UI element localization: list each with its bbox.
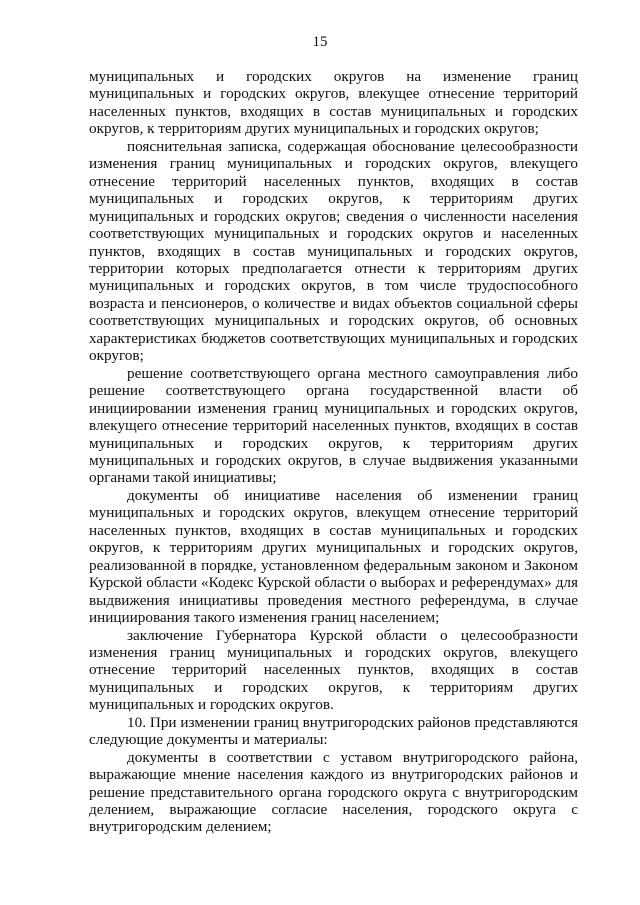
paragraph-continuation: муниципальных и городских округов на изменение границ муниципальных и городских округов, влекущее отнесение территорий населенных пунктов, входящих в состав муниципальных и городских округов, к территориям других муниципальных и городских округов; [89,68,578,138]
paragraph-district-documents: документы в соответствии с уставом внутригородского района, выражающие мнение населения каждого из внутригородских районов и решение представительного органа городского округа с внутригородским делением, выражающие согласие населения, городского округа с внутригородским делением; [89,748,578,836]
page-number: 15 [312,34,328,50]
paragraph-explanatory-note: пояснительная записка, содержащая обоснование целесообразности изменения границ муниципальных и городских округов, влекущего отнесение территорий населенных пунктов, входящих в состав муниципальных и городских округов, к территориям других муниципальных и городских округов; сведения о численности населения соответствующих муниципальных и городских округов и населенных пунктов, входящих в состав муниципальных и городских округов, территории которых предполагается отнести к территориям других муниципальных и городских округов, в том числе трудоспособного возраста и пенсионеров, о количестве и видах объектов социальной сферы соответствующих муниципальных и городских округов, об основных характеристиках бюджетов соответствующих муниципальных и городских округов; [89,137,578,365]
paragraph-governor-conclusion: заключение Губернатора Курской области о целесообразности изменения границ муниципальных и городских округов, влекущего отнесение территорий населенных пунктов, входящих в состав муниципальных и городских округов, к территориям других муниципальных и городских округов. [89,626,578,714]
paragraph-population-initiative: документы об инициативе населения об изменении границ муниципальных и городских округов, влекущем отнесение территорий населенных пунктов, входящих в состав муниципальных и городских округов, к территориям других муниципальных и городских округов, реализованной в порядке, установленном федеральным законом и Законом Курской области «Кодекс Курской области о выборах и референдумах» для выдвижения инициативы проведения местного референдума, в случае инициирования такого изменения границ населением; [89,486,578,627]
document-body [89,68,578,836]
paragraph-authority-decision: решение соответствующего органа местного самоуправления либо решение соответствующего органа государственной власти об инициировании изменения границ муниципальных и городских округов, влекущего отнесение территорий населенных пунктов, входящих в состав муниципальных и городских округов, к территориям других муниципальных и городских округов, в случае выдвижения указанными органами такой инициативы; [89,364,578,487]
paragraph-item-10: 10. При изменении границ внутригородских районов представляются следующие документы и материалы: [89,713,578,749]
